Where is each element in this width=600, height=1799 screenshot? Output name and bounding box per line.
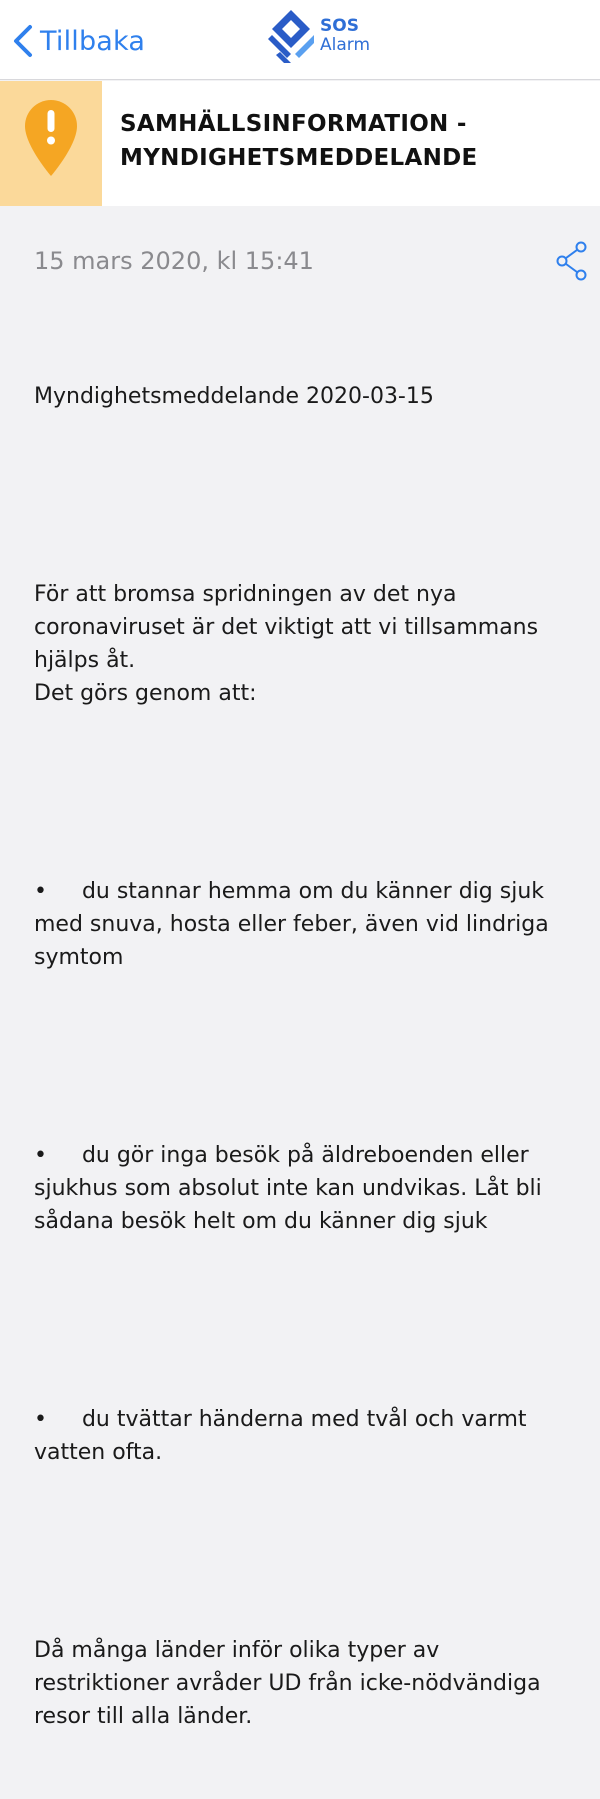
share-icon[interactable] xyxy=(553,239,589,283)
logo-line-1: SOS xyxy=(320,16,359,36)
back-label: Tillbaka xyxy=(40,25,146,57)
chevron-left-icon xyxy=(12,24,34,58)
bullet-item: • du tvättar händerna med tvål och varmt vatten ofta. xyxy=(34,1407,534,1465)
message-paragraph: Då många länder inför olika typer av restriktioner avråder UD från icke-nödvändiga resor till alla länder. xyxy=(34,1638,548,1729)
sos-logo-mark-icon xyxy=(266,8,316,64)
message-header xyxy=(0,81,600,206)
timestamp: 15 mars 2020, kl 15:41 xyxy=(34,247,314,275)
logo-line-2: Alarm xyxy=(320,35,371,55)
page-title: SAMHÄLLSINFORMATION - MYNDIGHETSMEDDELANDE xyxy=(120,111,478,171)
message-paragraph: För att bromsa spridningen av det nya coronaviruset är det viktigt att vi tillsammans hjälps åt. Det görs genom att: xyxy=(34,582,539,706)
back-button[interactable] xyxy=(12,20,145,62)
paragraph-spacer xyxy=(34,1040,574,1073)
paragraph-spacer xyxy=(34,1304,574,1337)
paragraph-spacer xyxy=(34,776,574,809)
bullet-item: • du gör inga besök på äldreboenden eller sjukhus som absolut inte kan undvikas. Låt bli sådana besök helt om du känner dig sjuk xyxy=(34,1143,549,1234)
sos-alarm-logo xyxy=(266,8,370,64)
bullet-item: • du stannar hemma om du känner dig sjuk med snuva, hosta eller feber, även vid lindriga symtom xyxy=(34,879,556,970)
warning-pin-icon xyxy=(21,96,81,178)
warning-tile xyxy=(0,81,102,206)
paragraph-spacer xyxy=(34,1535,574,1568)
paragraph-spacer xyxy=(34,479,574,512)
message-paragraph: Myndighetsmeddelande 2020-03-15 xyxy=(34,384,434,409)
message-content xyxy=(34,236,574,1799)
message-body xyxy=(34,314,574,1799)
meta-row xyxy=(34,236,574,286)
navigation-bar xyxy=(0,0,600,80)
logo-text xyxy=(320,17,370,55)
